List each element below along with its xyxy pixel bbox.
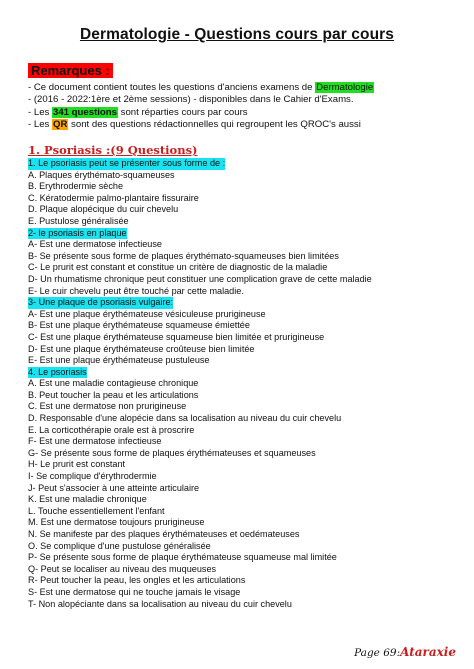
- answer-text: H- Le prurit est constant: [28, 459, 126, 470]
- remarque-highlight-count: 341 questions: [53, 106, 117, 118]
- answer-line: [28, 390, 458, 402]
- answer-text: A- Est une plaque érythémateuse vésiculeuse prurigineuse: [28, 308, 266, 319]
- answer-line: [28, 564, 458, 576]
- answer-text: E- Est une plaque érythémateuse pustuleuse: [28, 355, 210, 366]
- answer-line: [28, 541, 458, 553]
- answer-text: B. Erythrodermie sèche: [28, 181, 124, 192]
- answer-line: [28, 344, 458, 356]
- page-title: Dermatologie - Questions cours par cours: [79, 26, 395, 43]
- answer-line: [28, 355, 458, 367]
- answer-line: [28, 239, 458, 251]
- remarque-line-3-pre: - Les: [28, 106, 52, 118]
- remarque-line-4-pre: - Les: [28, 119, 52, 131]
- signature: Ataraxie: [400, 645, 456, 659]
- question-line: [28, 228, 458, 240]
- answer-text: N. Se manifeste par des plaques érythémateuses et oedémateuses: [28, 529, 300, 539]
- section-title: 1. Psoriasis :(9 Questions): [28, 143, 198, 157]
- answer-text: R- Peut toucher la peau, les ongles et les articulations: [28, 575, 246, 586]
- answer-line: [28, 506, 458, 518]
- remarques-heading: Remarques :: [28, 63, 113, 78]
- question-text: 3- Une plaque de psoriasis vulgaire:: [28, 297, 174, 308]
- answer-text: D. Responsable d'une alopécie dans sa localisation au niveau du cuir chevelu: [28, 413, 342, 424]
- question-line: [28, 158, 458, 170]
- answer-line: [28, 471, 458, 483]
- answer-line: [28, 436, 458, 448]
- answer-text: L. Touche essentiellement l'enfant: [28, 505, 165, 516]
- answer-text: T- Non alopéciante dans sa localisation au niveau du cuir chevelu: [28, 598, 292, 609]
- remarque-line-1-text: - Ce document contient toutes les questions d'anciens examens de: [28, 82, 316, 93]
- remarque-line-4: [28, 119, 458, 131]
- answer-line: [28, 483, 458, 495]
- answer-text: I- Se complique d'érythrodermie: [28, 471, 157, 482]
- remarque-highlight-qr: QR: [53, 119, 68, 131]
- answer-text: A- Est une dermatose infectieuse: [28, 239, 162, 250]
- answer-text: B. Peut toucher la peau et les articulations: [28, 389, 199, 400]
- answer-text: C. Est une dermatose non prurigineuse: [28, 401, 187, 412]
- answer-line: [28, 204, 458, 216]
- remarque-highlight-dermatologie: Dermatologie: [316, 82, 374, 93]
- answer-line: [28, 309, 458, 321]
- answer-line: [28, 552, 458, 564]
- answer-text: A. Est une maladie contagieuse chronique: [28, 378, 199, 389]
- answer-text: A. Plaques érythémato-squameuses: [28, 169, 175, 180]
- answer-line: [28, 587, 458, 599]
- answer-text: M. Est une dermatose toujours prurigineuse: [28, 517, 205, 528]
- answer-text: B- Est une plaque érythémateuse squameuse émiettée: [28, 320, 250, 331]
- answer-line: [28, 332, 458, 344]
- answer-text: O. Se complique d'une pustulose généralisée: [28, 540, 211, 551]
- question-line: [28, 297, 458, 309]
- answer-line: [28, 413, 458, 425]
- answer-text: C- Le prurit est constant et constitue un critère de diagnostic de la maladie: [28, 262, 328, 273]
- question-line: [28, 367, 458, 379]
- answer-line: [28, 274, 458, 286]
- answer-line: [28, 216, 458, 228]
- question-text: 4. Le psoriasis: [28, 366, 87, 377]
- answer-line: [28, 286, 458, 298]
- answer-line: [28, 459, 458, 471]
- answer-line: [28, 529, 458, 541]
- remarque-line-3-post: sont réparties cours par cours: [117, 106, 248, 118]
- answer-line: [28, 181, 458, 193]
- answer-text: G- Se présente sous forme de plaques érythémateuses et squameuses: [28, 447, 316, 458]
- answer-text: S- Est une dermatose qui ne touche jamais le visage: [28, 586, 241, 597]
- answer-line: [28, 599, 458, 611]
- answer-line: [28, 425, 458, 437]
- remarque-line-4-post: sont des questions rédactionnelles qui regroupent les QROC's aussi: [68, 119, 361, 131]
- answer-text: C. Kératodermie palmo-plantaire fissuraire: [28, 192, 199, 203]
- answer-line: [28, 517, 458, 529]
- remarque-line-1: [28, 82, 458, 94]
- page-number: Page 69:: [354, 647, 401, 659]
- answer-line: [28, 378, 458, 390]
- answer-text: B- Se présente sous forme de plaques érythémato-squameuses bien limitées: [28, 250, 339, 261]
- answer-line: [28, 251, 458, 263]
- answer-text: P- Se présente sous forme de plaque érythémateuse squameuse mal limitée: [28, 552, 337, 563]
- remarques-block: [28, 62, 458, 132]
- answer-line: [28, 448, 458, 460]
- answer-text: K. Est une maladie chronique: [28, 494, 147, 505]
- answer-text: E. La corticothérapie orale est à proscrire: [28, 424, 195, 435]
- question-text: 2- le psoriasis en plaque: [28, 227, 127, 238]
- answer-line: [28, 262, 458, 274]
- answer-line: [28, 401, 458, 413]
- answer-line: [28, 575, 458, 587]
- remarque-line-2: - (2016 - 2022:1ère et 2ème sessions) - disponibles dans le Cahier d'Exams.: [28, 94, 354, 106]
- answer-text: E. Pustulose généralisée: [28, 215, 129, 226]
- answer-line: [28, 320, 458, 332]
- answer-text: C- Est une plaque érythémateuse squameuse bien limitée et prurigineuse: [28, 331, 325, 342]
- answer-text: J- Peut s'associer à une atteinte articulaire: [28, 482, 200, 493]
- question-list: [28, 158, 458, 610]
- answer-line: [28, 193, 458, 205]
- answer-text: D- Un rhumatisme chronique peut constituer une complication grave de cette maladie: [28, 273, 372, 284]
- answer-text: D- Est une plaque érythémateuse croûteuse bien limitée: [28, 343, 255, 354]
- page-footer: [354, 645, 456, 659]
- answer-text: D. Plaque alopécique du cuir chevelu: [28, 204, 179, 215]
- answer-text: Q- Peut se localiser au niveau des muqueuses: [28, 563, 217, 574]
- answer-text: E- Le cuir chevelu peut être touché par cette maladie.: [28, 285, 244, 296]
- answer-line: [28, 170, 458, 182]
- remarque-line-3: [28, 107, 458, 119]
- question-text: 1. Le psoriasis peut se présenter sous forme de :: [28, 158, 226, 168]
- answer-text: F- Est une dermatose infectieuse: [28, 436, 162, 447]
- answer-line: [28, 494, 458, 506]
